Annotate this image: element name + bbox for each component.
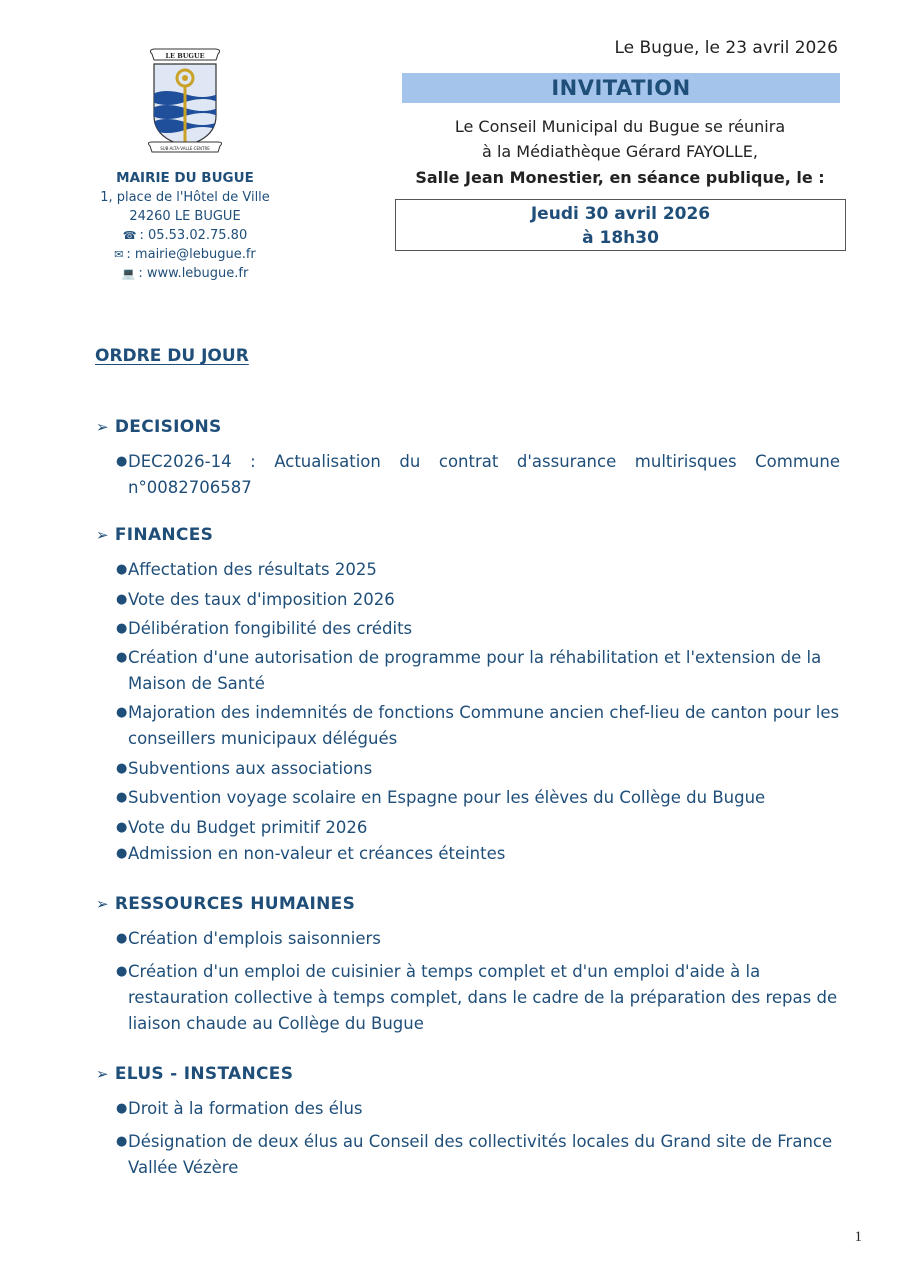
list-item: ● Majoration des indemnités de fonctions Commune ancien chef-lieu de canton pour les conseillers municipaux délégués xyxy=(116,700,840,752)
intro-line-1: Le Conseil Municipal du Bugue se réunira xyxy=(454,117,786,136)
bullet-icon: ● xyxy=(116,820,128,835)
list-item: ● Subvention voyage scolaire en Espagne pour les élèves du Collège du Bugue xyxy=(116,785,840,811)
list-item: ● Vote du Budget primitif 2026 xyxy=(116,815,840,841)
section-heading-finances xyxy=(96,525,213,545)
website-line xyxy=(60,264,310,283)
meeting-date-box xyxy=(395,199,846,251)
page-number: 1 xyxy=(854,1229,862,1245)
bullet-icon: ● xyxy=(116,621,128,636)
address-line: 1, place de l'Hôtel de Ville xyxy=(100,190,270,205)
list-item: ● Affectation des résultats 2025 xyxy=(116,557,840,583)
meeting-day: Jeudi 30 avril 2026 xyxy=(530,204,711,224)
chevron-right-icon: ➢ xyxy=(96,526,109,544)
list-item: ● Vote des taux d'imposition 2026 xyxy=(116,587,840,613)
website-url: : www.lebugue.fr xyxy=(138,266,249,281)
crest-top-text: LE BUGUE xyxy=(165,52,205,60)
intro-line-3: Salle Jean Monestier, en séance publique, le : xyxy=(415,168,825,187)
envelope-icon: ✉ xyxy=(114,248,124,261)
bullet-icon: ● xyxy=(116,592,128,607)
list-item: ● Création d'emplois saisonniers xyxy=(116,926,840,952)
section-title: FINANCES xyxy=(114,525,214,545)
list-item: ● Désignation de deux élus au Conseil des collectivités locales du Grand site de France Vallée Vézère xyxy=(116,1129,840,1181)
email-address: : mairie@lebugue.fr xyxy=(126,247,256,262)
section-heading-ressources-humaines xyxy=(96,894,355,914)
crest-bottom-text: SUB·ALTA·VALLE·CENTRE xyxy=(160,146,210,151)
section-title: RESSOURCES HUMAINES xyxy=(114,894,356,914)
section-title: ELUS - INSTANCES xyxy=(114,1064,294,1084)
bullet-icon: ● xyxy=(116,1134,128,1149)
list-item: ● Droit à la formation des élus xyxy=(116,1096,840,1122)
meeting-time: à 18h30 xyxy=(582,228,659,248)
list-item: ● Création d'une autorisation de programme pour la réhabilitation et l'extension de la Maison de Santé xyxy=(116,645,840,697)
bullet-icon: ● xyxy=(116,846,128,861)
list-item: ● Délibération fongibilité des crédits xyxy=(116,616,840,642)
postal-line: 24260 LE BUGUE xyxy=(129,209,241,224)
list-item: ● Création d'un emploi de cuisinier à temps complet et d'un emploi d'aide à la restauration collective à temps complet, dans le cadre de la préparation des repas de liaison chaude au Collège du Bugue xyxy=(116,959,840,1037)
list-item: ● Subventions aux associations xyxy=(116,756,840,782)
bullet-icon: ● xyxy=(116,705,128,720)
section-heading-decisions xyxy=(96,417,222,437)
mairie-title: MAIRIE DU BUGUE xyxy=(116,170,254,186)
bullet-icon: ● xyxy=(116,761,128,776)
email-line xyxy=(60,245,310,264)
phone-line xyxy=(60,226,310,245)
section-heading-elus-instances xyxy=(96,1064,293,1084)
agenda-title: ORDRE DU JOUR xyxy=(95,346,249,366)
date-line: Le Bugue, le 23 avril 2026 xyxy=(614,38,838,58)
bullet-icon: ● xyxy=(116,454,128,469)
bullet-icon: ● xyxy=(116,964,128,979)
section-title: DECISIONS xyxy=(114,417,222,437)
bullet-icon: ● xyxy=(116,650,128,665)
phone-icon: ☎ xyxy=(122,229,137,242)
bullet-icon: ● xyxy=(116,790,128,805)
chevron-right-icon: ➢ xyxy=(96,895,109,913)
bullet-icon: ● xyxy=(116,562,128,577)
computer-icon: 💻 xyxy=(121,267,136,280)
town-crest-logo xyxy=(146,46,224,158)
list-item: ● DEC2026-14 : Actualisation du contrat d'assurance multirisques Commune n°0082706587 xyxy=(116,449,840,501)
list-item: ● Admission en non-valeur et créances éteintes xyxy=(116,841,840,867)
intro-line-2: à la Médiathèque Gérard FAYOLLE, xyxy=(482,142,758,161)
bullet-icon: ● xyxy=(116,931,128,946)
invitation-title: INVITATION xyxy=(402,73,840,103)
chevron-right-icon: ➢ xyxy=(96,1065,109,1083)
bullet-icon: ● xyxy=(116,1101,128,1116)
chevron-right-icon: ➢ xyxy=(96,418,109,436)
phone-number: : 05.53.02.75.80 xyxy=(139,228,248,243)
